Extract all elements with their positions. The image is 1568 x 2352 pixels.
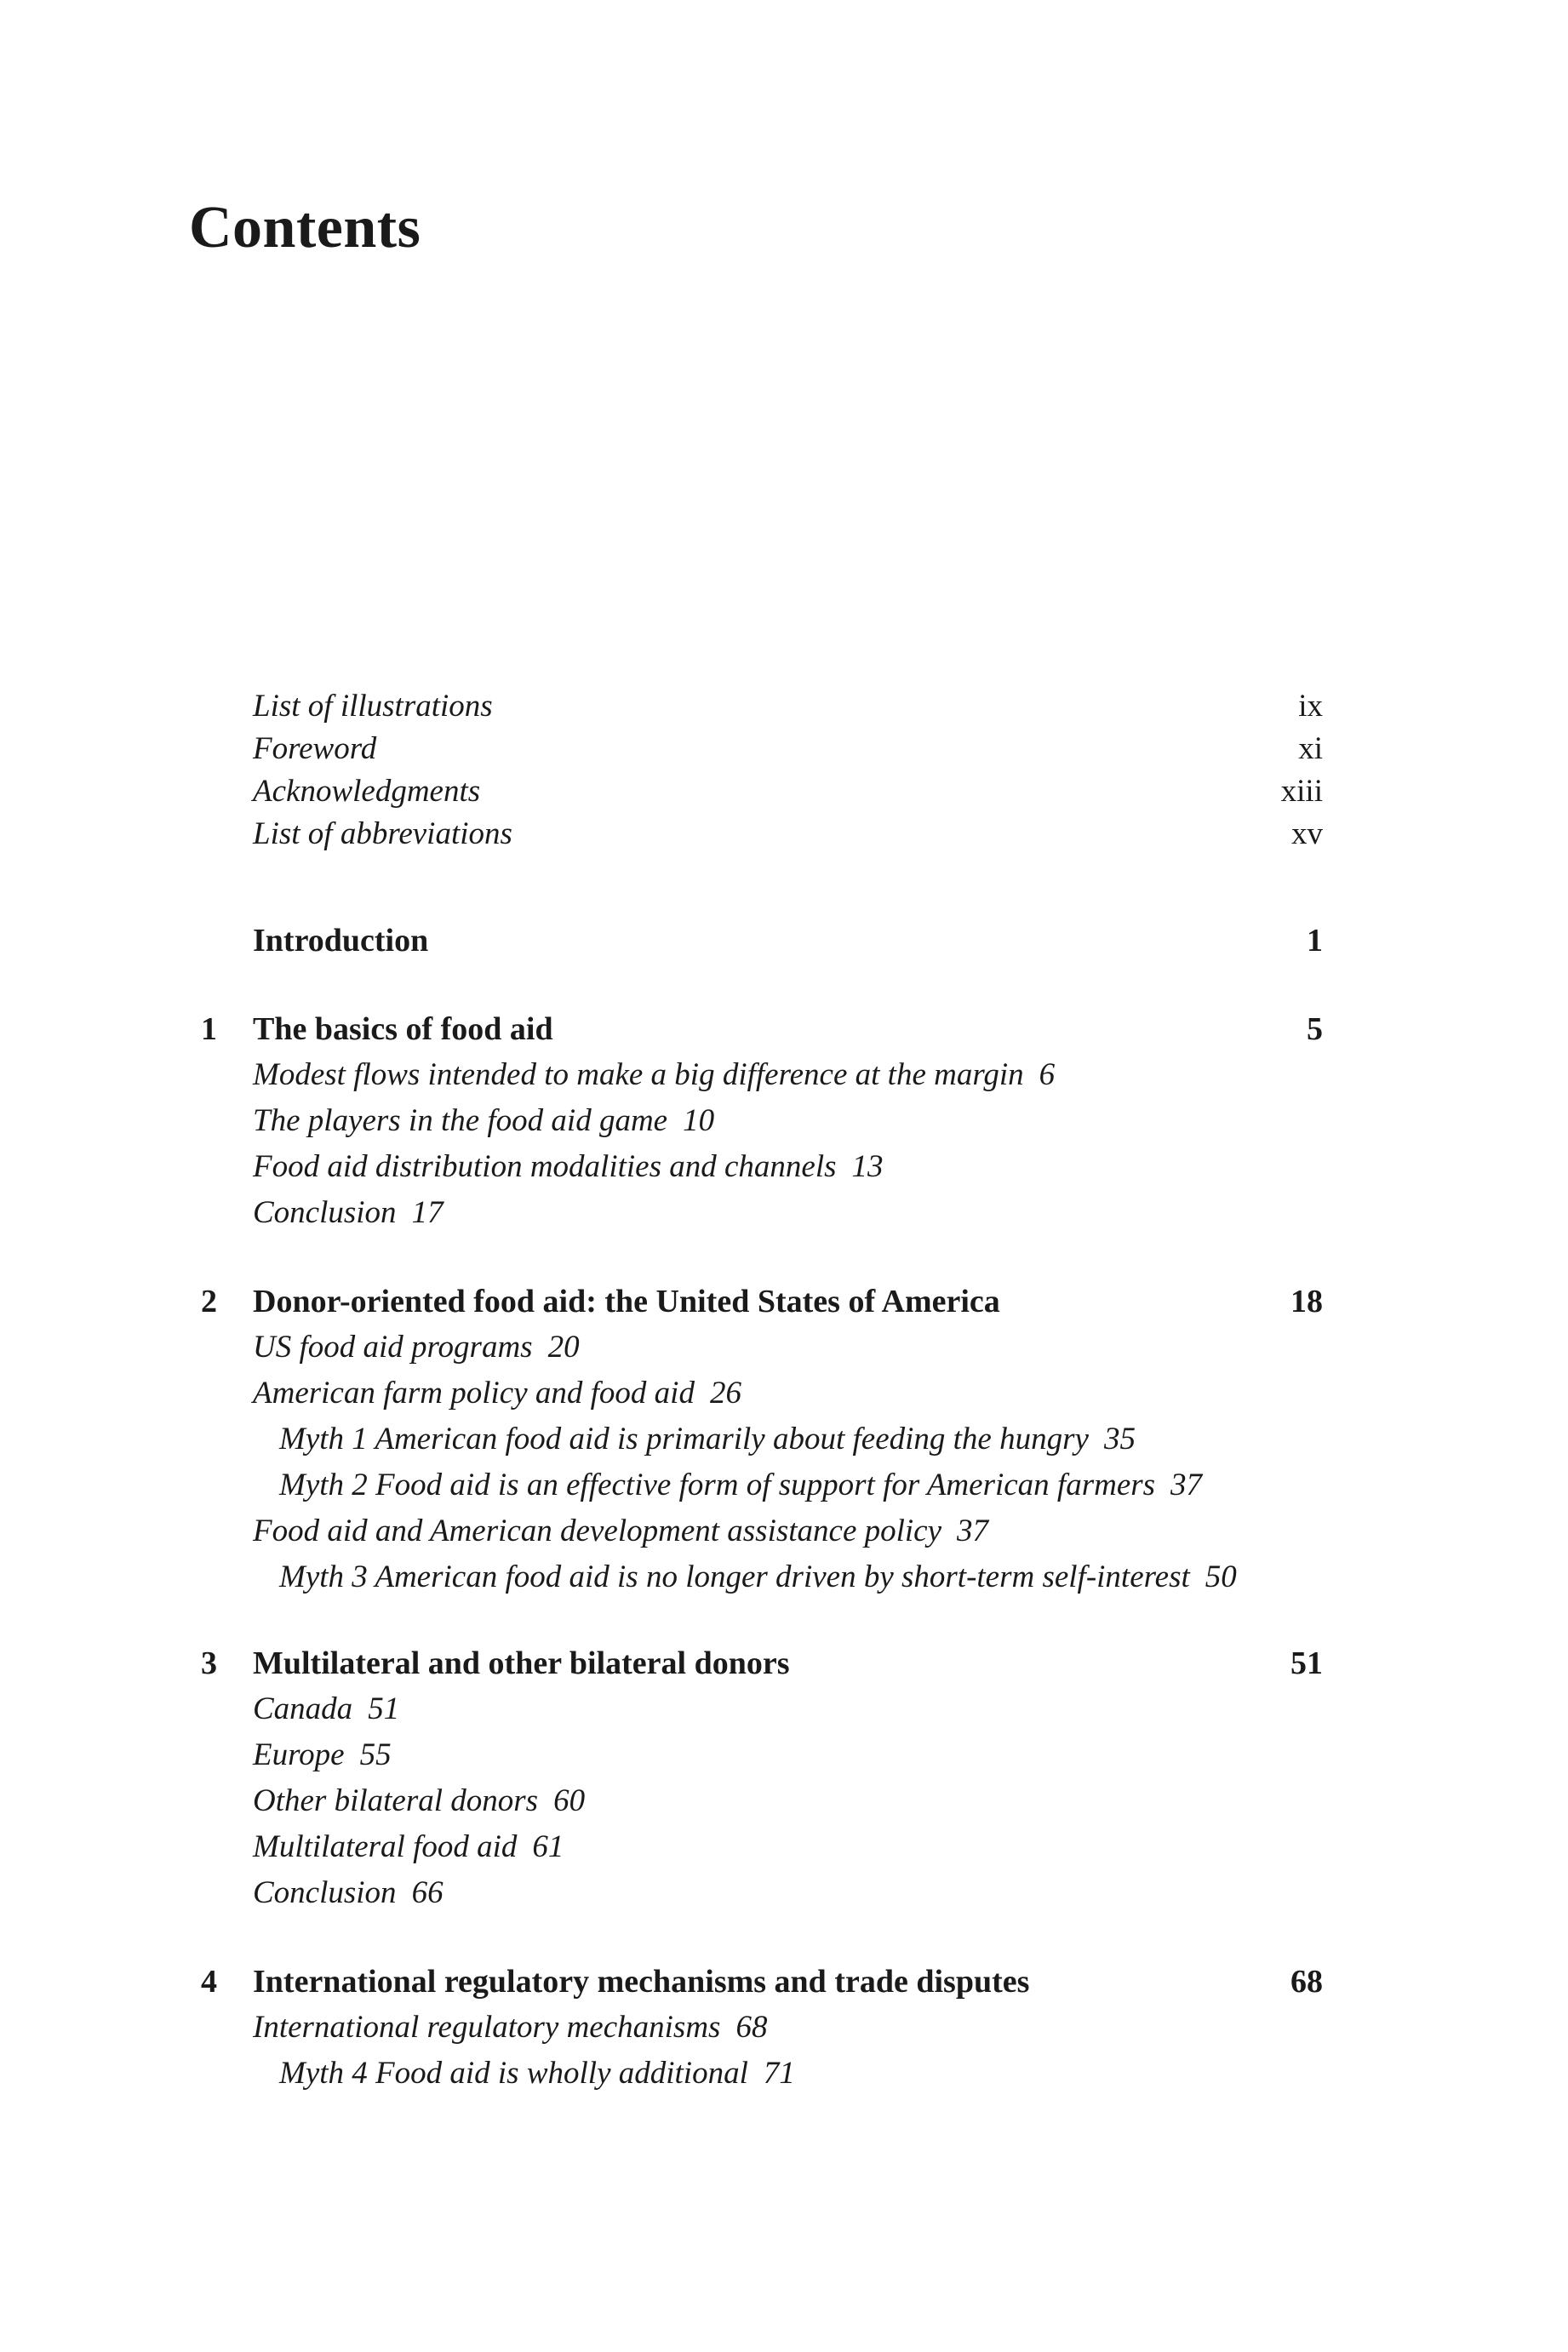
section-page: 17 [411,1195,444,1230]
toc-section[interactable] [0,1052,1568,1098]
toc-section[interactable] [0,1824,1568,1870]
chapter-number: 3 [201,1645,217,1681]
chapter-title: The basics of food aid [253,1011,553,1047]
toc-entry-label: Introduction [253,923,429,959]
chapter-page: 51 [1290,1645,1323,1681]
toc-subsection[interactable] [0,1416,1568,1462]
section-page: 68 [735,2010,768,2045]
section-page: 13 [851,1149,884,1184]
section-label: The players in the food aid game 10 [253,1103,715,1138]
toc-entry-page: xi [1298,731,1323,766]
section-label: Conclusion 66 [253,1875,444,1910]
toc-subsection[interactable] [0,1462,1568,1508]
section-label: US food aid programs 20 [253,1330,580,1365]
toc-entry-label: Foreword [253,731,377,766]
section-label: Myth 3 American food aid is no longer driven by short-term self-interest 50 [279,1559,1237,1594]
chapter-number: 2 [201,1284,217,1319]
chapter-number: 1 [201,1011,217,1047]
section-label: Myth 4 Food aid is wholly additional 71 [279,2056,795,2091]
section-label: Myth 1 American food aid is primarily about feeding the hungry 35 [279,1422,1136,1456]
section-label: Myth 2 Food aid is an effective form of support for American farmers 37 [279,1468,1203,1502]
toc-section[interactable] [0,1870,1568,1916]
section-page: 37 [957,1514,989,1548]
toc-chapter-4[interactable] [0,1959,1568,2005]
section-page: 60 [553,1783,586,1818]
toc-section[interactable] [0,1325,1568,1371]
section-page: 6 [1039,1057,1056,1092]
section-page: 51 [368,1691,400,1726]
chapter-title: Donor-oriented food aid: the United States of America [253,1284,1000,1319]
chapter-page: 5 [1307,1011,1323,1047]
section-label: Conclusion 17 [253,1195,444,1230]
toc-section[interactable] [0,1371,1568,1416]
section-label: Modest flows intended to make a big difference at the margin 6 [253,1057,1056,1092]
toc-entry-list-of-illustrations[interactable] [0,684,1568,730]
toc-subsection[interactable] [0,2051,1568,2097]
section-page: 35 [1103,1422,1136,1456]
section-page: 61 [532,1829,564,1864]
section-label: Canada 51 [253,1691,400,1726]
toc-chapter-3[interactable] [0,1640,1568,1686]
toc-entry-introduction[interactable] [0,918,1568,964]
toc-section[interactable] [0,1508,1568,1554]
page-title: Contents [189,195,421,260]
section-label: Food aid distribution modalities and channels 13 [253,1149,884,1184]
toc-section[interactable] [0,2005,1568,2051]
section-page: 55 [359,1737,392,1772]
toc-entry-label: List of illustrations [253,689,493,724]
toc-section[interactable] [0,1144,1568,1190]
section-label: Europe 55 [253,1737,392,1772]
section-page: 20 [547,1330,580,1365]
section-label: American farm policy and food aid 26 [253,1376,741,1411]
chapter-page: 68 [1290,1964,1323,2000]
chapter-title: International regulatory mechanisms and trade disputes [253,1964,1030,2000]
section-page: 10 [683,1103,715,1138]
toc-section[interactable] [0,1098,1568,1144]
toc-entry-page: ix [1298,689,1323,724]
toc-entry-acknowledgments[interactable] [0,769,1568,815]
section-page: 26 [709,1376,741,1411]
toc-entry-label: List of abbreviations [253,816,512,851]
section-label: Other bilateral donors 60 [253,1783,586,1818]
section-label: Multilateral food aid 61 [253,1829,564,1864]
section-page: 66 [411,1875,444,1910]
chapter-title: Multilateral and other bilateral donors [253,1645,790,1681]
toc-entry-foreword[interactable] [0,726,1568,772]
section-label: International regulatory mechanisms 68 [253,2010,768,2045]
section-label: Food aid and American development assistance policy 37 [253,1514,989,1548]
chapter-number: 4 [201,1964,217,2000]
toc-section[interactable] [0,1686,1568,1732]
toc-entry-label: Acknowledgments [253,774,481,809]
toc-section[interactable] [0,1732,1568,1778]
chapter-page: 18 [1290,1284,1323,1319]
toc-section[interactable] [0,1778,1568,1824]
toc-subsection[interactable] [0,1554,1568,1600]
toc-entry-page: xiii [1280,774,1323,809]
toc-entry-list-of-abbreviations[interactable] [0,811,1568,857]
toc-chapter-1[interactable] [0,1006,1568,1052]
toc-entry-page: 1 [1307,923,1323,959]
toc-entry-page: xv [1291,816,1323,851]
section-page: 71 [763,2056,795,2091]
section-page: 50 [1205,1559,1237,1594]
section-page: 37 [1170,1468,1203,1502]
toc-chapter-2[interactable] [0,1279,1568,1325]
toc-section[interactable] [0,1190,1568,1236]
